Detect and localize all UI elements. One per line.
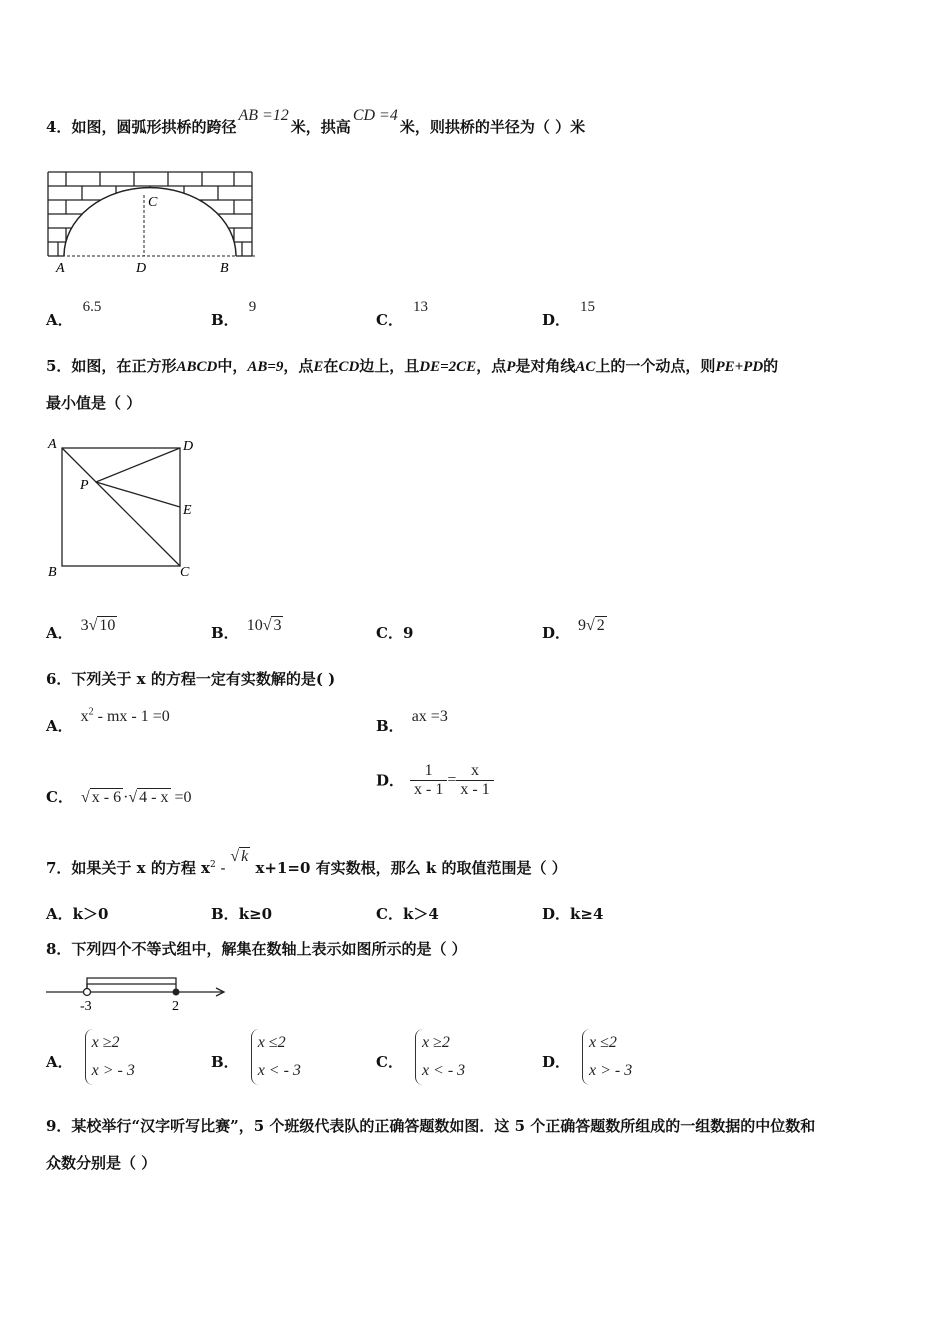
q4-math-cd: CD =4 [352,107,398,124]
q5-label-e: E [183,503,192,518]
q8-label-right: 2 [172,999,179,1014]
q5-label-b: B [48,565,57,580]
q7-option-a[interactable]: A．k＞0 [46,905,109,923]
q8-number-line [44,966,234,1014]
q6-option-b[interactable]: B．ax =3 [376,708,448,735]
q4-stem: 4．如图，圆弧形拱桥的跨径AB =12米，拱高CD =4米，则拱桥的半径为（ ）米 [46,107,586,136]
q5-option-d[interactable]: D． 9√ 2 [542,617,605,642]
q8-closed-point [173,989,180,996]
q5-label-d: D [183,439,194,454]
q7-stem: 7．如果关于 x 的方程 $x^2$ - √ k x+1=0 有实数根，那么 k 的取值范围是（ ） [46,848,567,877]
q9-stem-line2: 众数分别是（ ） [46,1154,157,1172]
q6-option-d[interactable]: D． $\frac{1}{x - 1}$ = $\frac{x}{x - 1}$ [376,762,494,799]
q5-label-c: C [180,565,190,580]
q4-label-a: A [56,261,65,276]
q5-option-b[interactable]: B． 10√ 3 [211,617,282,642]
q6-option-c[interactable]: C． √ x - 6 ·√ 4 - x =0 [46,788,192,806]
q8-option-d[interactable]: D．x ≤2 x > - 3 [542,1029,632,1085]
q8-option-c[interactable]: C．x ≥2 x < - 3 [376,1029,465,1085]
q4-option-c[interactable]: C．13 [376,299,428,329]
q4-math-ab: AB =12 [238,107,289,124]
q9-stem-line1: 9．某校举行“汉字听写比赛”，5 个班级代表队的正确答题数如图．这 5 个正确答题数所组成的一组数据的中位数和 [46,1117,816,1135]
q5-option-a[interactable]: A． 3√ 10 [46,617,116,642]
q7-option-b[interactable]: B．k≥0 [211,905,273,923]
q4-bridge-figure [44,168,264,280]
q5-label-a: A [48,437,57,452]
q7-option-c[interactable]: C．k＞4 [376,905,439,923]
q4-option-a[interactable]: A．6.5 [46,299,102,329]
q5-label-p: P [80,478,89,493]
q4-label-b: B [220,261,229,276]
q8-option-b[interactable]: B．x ≤2 x < - 3 [211,1029,301,1085]
q8-option-a[interactable]: A．x ≥2 x > - 3 [46,1029,135,1085]
q8-open-point [84,989,91,996]
q6-stem: 6．下列关于 x 的方程一定有实数解的是( ) [46,670,336,688]
q5-stem-line2: 最小值是（ ） [46,394,142,412]
q5-option-c[interactable]: C．9 [376,624,414,642]
q8-stem: 8．下列四个不等式组中，解集在数轴上表示如图所示的是（ ） [46,940,467,958]
q5-stem-line1: 5．如图，在正方形ABCD中，AB=9，点E在CD边上，且DE=2CE，点P是对角线AC上的一个动点，则PE+PD的 [46,357,779,375]
q5-square-figure [44,432,214,582]
q4-label-d: D [136,261,147,276]
q4-option-b[interactable]: B．9 [211,299,257,329]
q4-label-c: C [148,195,158,210]
q6-option-a[interactable]: A．$x^2$ - mx - 1 =0 [46,706,170,735]
q7-option-d[interactable]: D．k≥4 [542,905,604,923]
q4-option-d[interactable]: D．15 [542,299,596,329]
q8-label-left: -3 [80,999,92,1014]
